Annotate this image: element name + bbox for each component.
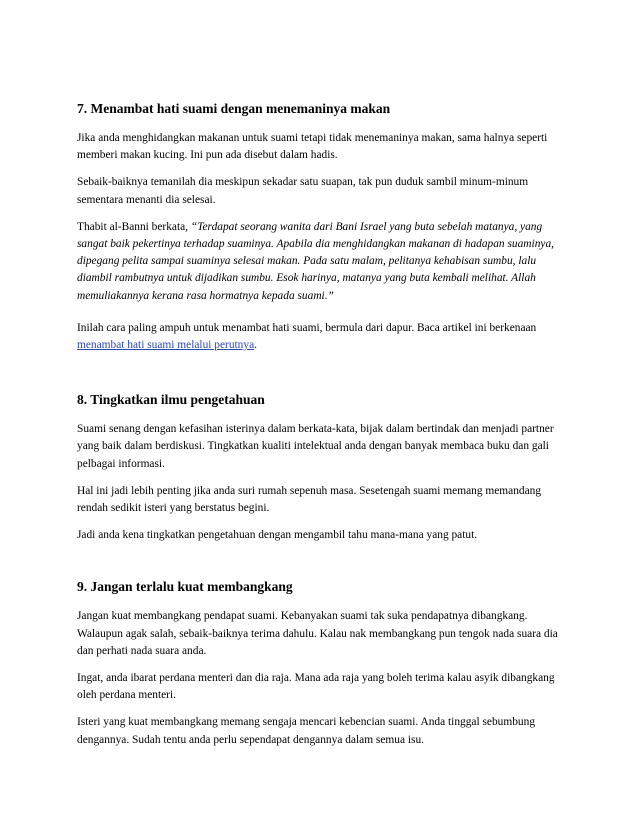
section-8-paragraph-2: Hal ini jadi lebih penting jika anda suri rumah sepenuh masa. Sesetengah suami memang memandang rendah sedikit isteri yang berstatus begini.: [77, 484, 542, 515]
section-7-heading: 7. Menambat hati suami dengan menemaninya makan: [77, 101, 391, 116]
section-7: [77, 100, 572, 354]
paragraph-4-text: Inilah cara paling ampuh untuk menambat hati suami, bermula dari dapur. Baca artikel ini berkenaan: [77, 321, 537, 334]
section-9-paragraph-2: Ingat, anda ibarat perdana menteri dan dia raja. Mana ada raja yang boleh terima kalau asyik dibangkang oleh perdana menteri.: [77, 672, 555, 702]
section-8-paragraph-1: Suami senang dengan kefasihan isterinya dalam berkata-kata, bijak dalam bertindak dan menjadi partner yang baik dalam berdiskusi. Tingkatkan kualiti intelektual anda dengan banyak membaca buku dan gali pelbagai informasi.: [77, 423, 554, 470]
section-9: [77, 578, 572, 748]
section-spacer: [77, 554, 572, 578]
section-8: [77, 391, 572, 544]
section-7-paragraph-2: Sebaik-baiknya temanilah dia meskipun sekadar satu suapan, tak pun duduk sambil minum-minum sementara menanti dia selesai.: [77, 176, 529, 206]
section-8-heading: 8. Tingkatkan ilmu pengetahuan: [77, 392, 265, 408]
quote-intro: Thabit al-Banni berkata,: [77, 220, 191, 233]
article-link[interactable]: menambat hati suami melalui perutnya: [77, 339, 255, 352]
paragraph-4-end: .: [254, 339, 257, 352]
section-7-quote-paragraph: [77, 219, 572, 305]
section-9-heading: 9. Jangan terlalu kuat membangkang: [77, 579, 293, 595]
section-9-paragraph-3: Isteri yang kuat membangkang memang sengaja mencari kebencian suami. Anda tinggal sebumbung dengannya. Sudah tentu anda perlu sependapat dengannya dalam semua isu.: [77, 716, 536, 746]
section-spacer: [77, 364, 572, 391]
section-9-paragraph-1: Jangan kuat membangkang pendapat suami. Kebanyakan suami tak suka pendapatnya dibangkang. Walaupun agak salah, sebaik-baiknya terima dahulu. Kalau nak membangkang pun tengok nada suara dia dan perhati nada suara anda.: [77, 610, 558, 657]
quote-text: “Terdapat seorang wanita dari Bani Israel yang buta sebelah matanya, yang sangat baik pekertinya terhadap suaminya. Apabila dia menghidangkan makanan di hadapan suaminya, dipegang pelita sampai suaminya selesai makan. Pada satu malam, pelitanya kehabisan sumbu, lalu diambil rambutnya untuk dijadikan sumbu. Esok harinya, matanya yang buta kembali melihat. Allah memuliakannya kerana rasa hormatnya kepada suami.”: [77, 220, 554, 302]
section-7-paragraph-4: [77, 320, 572, 354]
section-7-paragraph-1: Jika anda menghidangkan makanan untuk suami tetapi tidak menemaninya makan, sama halnya seperti memberi makan kucing. Ini pun ada disebut dalam hadis.: [77, 132, 548, 162]
page-content: [77, 100, 572, 759]
section-8-paragraph-3: Jadi anda kena tingkatkan pengetahuan dengan mengambil tahu mana-mana yang patut.: [77, 529, 478, 542]
